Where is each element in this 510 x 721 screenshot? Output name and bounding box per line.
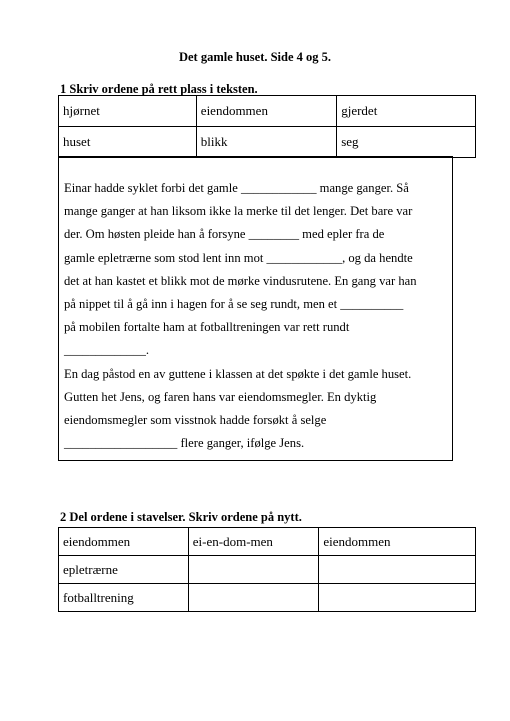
task1-heading: 1 Skriv ordene på rett plass i teksten. xyxy=(60,82,258,96)
text-line: der. Om høsten pleide han å forsyne ________ med epler fra de xyxy=(64,227,385,242)
text-line: En dag påstod en av guttene i klassen at det spøkte i det gamle huset. xyxy=(64,366,412,381)
table-row xyxy=(59,528,476,556)
word-cell: fotballtrening xyxy=(59,584,189,612)
text-line: gamle epletrærne som stod lent inn mot ____________, og da hendte xyxy=(64,250,413,265)
text-line: __________________ flere ganger, ifølge Jens. xyxy=(64,436,305,451)
rewrite-cell[interactable] xyxy=(319,556,476,584)
text-line: det at han kastet et blikk mot de mørke vindusrutene. En gang var han xyxy=(64,273,417,288)
rewrite-cell[interactable]: eiendommen xyxy=(319,528,476,556)
syllable-table xyxy=(58,527,476,612)
table-row xyxy=(59,96,476,127)
text-line: på mobilen fortalte ham at fotballtreningen var rett rundt xyxy=(64,320,350,335)
text-line: _____________. xyxy=(64,343,150,358)
rewrite-cell[interactable] xyxy=(319,584,476,612)
table-row xyxy=(59,584,476,612)
word-cell: epletrærne xyxy=(59,556,189,584)
word-cell: hjørnet xyxy=(59,96,197,127)
syllable-cell[interactable] xyxy=(188,556,319,584)
syllable-cell[interactable]: ei-en-dom-men xyxy=(188,528,319,556)
word-cell: seg xyxy=(337,127,476,158)
word-bank-table xyxy=(58,95,476,158)
text-line: Gutten het Jens, og faren hans var eiendomsmegler. En dyktig xyxy=(64,389,377,404)
page-title: Det gamle huset. Side 4 og 5. xyxy=(178,50,332,64)
task2-heading: 2 Del ordene i stavelser. Skriv ordene på nytt. xyxy=(60,510,302,524)
cloze-text-box xyxy=(58,156,453,461)
table-row xyxy=(59,556,476,584)
text-line: på nippet til å gå inn i hagen for å se seg rundt, men et __________ xyxy=(64,296,404,311)
word-cell: eiendommen xyxy=(59,528,189,556)
text-line: eiendomsmegler som visstnok hadde forsøkt å selge xyxy=(64,412,327,427)
text-line: mange ganger at han liksom ikke la merke til det lenger. Det bare var xyxy=(64,204,413,219)
text-line: Einar hadde syklet forbi det gamle ____________ mange ganger. Så xyxy=(64,181,409,195)
table-row xyxy=(59,127,476,158)
word-cell: eiendommen xyxy=(196,96,336,127)
word-cell: gjerdet xyxy=(337,96,476,127)
word-cell: huset xyxy=(59,127,197,158)
word-cell: blikk xyxy=(196,127,336,158)
cloze-text xyxy=(64,177,450,455)
syllable-cell[interactable] xyxy=(188,584,319,612)
